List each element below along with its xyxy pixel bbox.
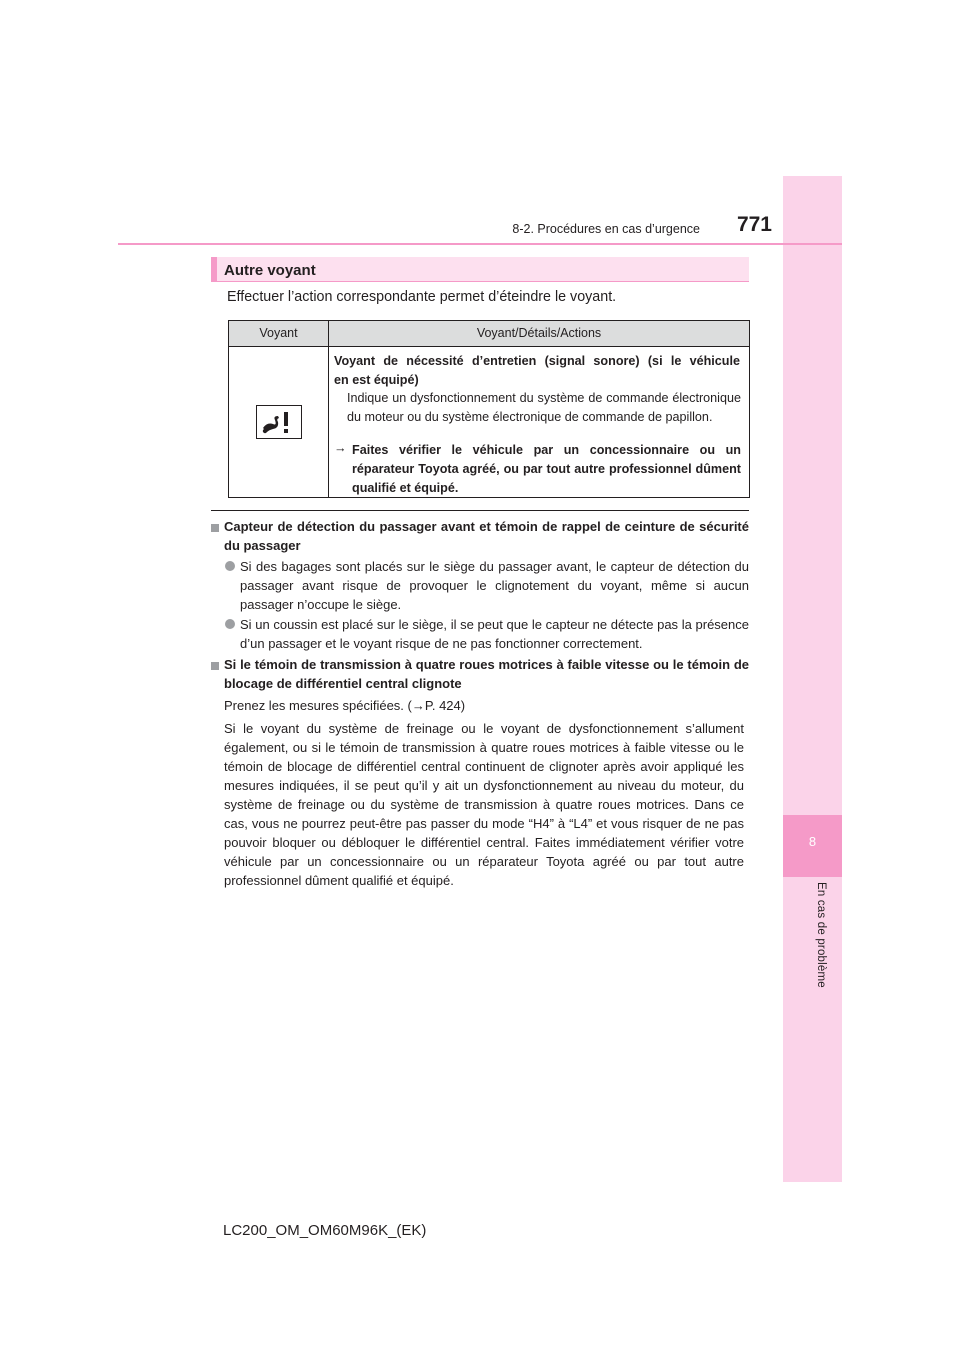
note-bullet: Si des bagages sont placés sur le siège du passager avant, le capteur de détection du passager avant risque de provoquer le clignotement du voyant, même si aucun passager n’occupe le siège. bbox=[240, 559, 749, 612]
table-header-col1: Voyant bbox=[259, 326, 298, 340]
header-section-title: 8-2. Procédures en cas d’urgence bbox=[512, 222, 700, 236]
chapter-label: En cas de problème bbox=[815, 882, 827, 988]
note-heading: Si le témoin de transmission à quatre roues motrices à faible vitesse ou le témoin de blocage de différentiel central clignote bbox=[224, 657, 749, 691]
chapter-number: 8 bbox=[808, 834, 817, 849]
table-header-col2: Voyant/Détails/Actions bbox=[476, 326, 602, 340]
note-heading: Capteur de détection du passager avant et témoin de rappel de ceinture de sécurité du passager bbox=[224, 519, 749, 553]
footer-model-code: LC200_OM_OM60M96K_(EK) bbox=[223, 1222, 427, 1239]
row-title-line2: en est équipé) bbox=[334, 373, 419, 387]
section-intro: Effectuer l’action correspondante permet d’éteindre le voyant. bbox=[227, 289, 617, 305]
table-header-divider bbox=[229, 346, 749, 347]
table-column-divider bbox=[328, 321, 329, 497]
round-bullet-icon bbox=[225, 561, 235, 571]
note-bullet: Si un coussin est placé sur le siège, il se peut que le capteur ne détecte pas la présence d’un passager et le voyant risque de ne pas fonctionner correctement. bbox=[240, 617, 749, 651]
header-rule bbox=[118, 243, 842, 245]
arrow-icon: → bbox=[334, 441, 347, 455]
round-bullet-icon bbox=[225, 619, 235, 629]
row-description: Indique un dysfonctionnement du système de commande électronique du moteur ou du système électronique de commande de papillon. bbox=[347, 391, 741, 424]
note-line: Prenez les mesures spécifiées. (→P. 424) bbox=[224, 698, 466, 713]
row-action: Faites vérifier le véhicule par un concessionnaire ou un réparateur Toyota agréé, ou par tout autre professionnel dûment qualifié et équipé. bbox=[352, 443, 741, 495]
square-bullet-icon bbox=[211, 662, 219, 670]
row-title-line1: Voyant de nécessité d’entretien (signal sonore) (si le véhicule bbox=[334, 354, 740, 368]
maintenance-warning-icon-glyph bbox=[257, 406, 301, 438]
section-divider bbox=[211, 510, 749, 511]
section-title: Autre voyant bbox=[224, 262, 316, 279]
square-bullet-icon bbox=[211, 524, 219, 532]
maintenance-warning-icon bbox=[256, 405, 302, 439]
note-paragraph: Si le voyant du système de freinage ou le voyant de dysfonctionnement s’allument également, ou si le témoin de transmission à quatre roues motrices à faible vitesse ou le témoin de blocage de différentiel central continuent de clignoter après avoir appliqué les mesures indiquées, il se peut qu’il y ait un dysfonctionnement au niveau du moteur, du système de freinage ou du système de transmission à quatre roues motrices. Dans ce cas, vous ne pourrez peut-être pas passer du mode “H4” à “L4” et vous risquer de ne pas pouvoir bloquer ou débloquer le différentiel central. Faites immédiatement vérifier votre véhicule par un concessionnaire ou un réparateur Toyota agréé ou par tout autre professionnel dûment qualifié et équipé. bbox=[224, 721, 744, 888]
row-title bbox=[334, 352, 740, 390]
page-number: 771 bbox=[736, 213, 772, 236]
